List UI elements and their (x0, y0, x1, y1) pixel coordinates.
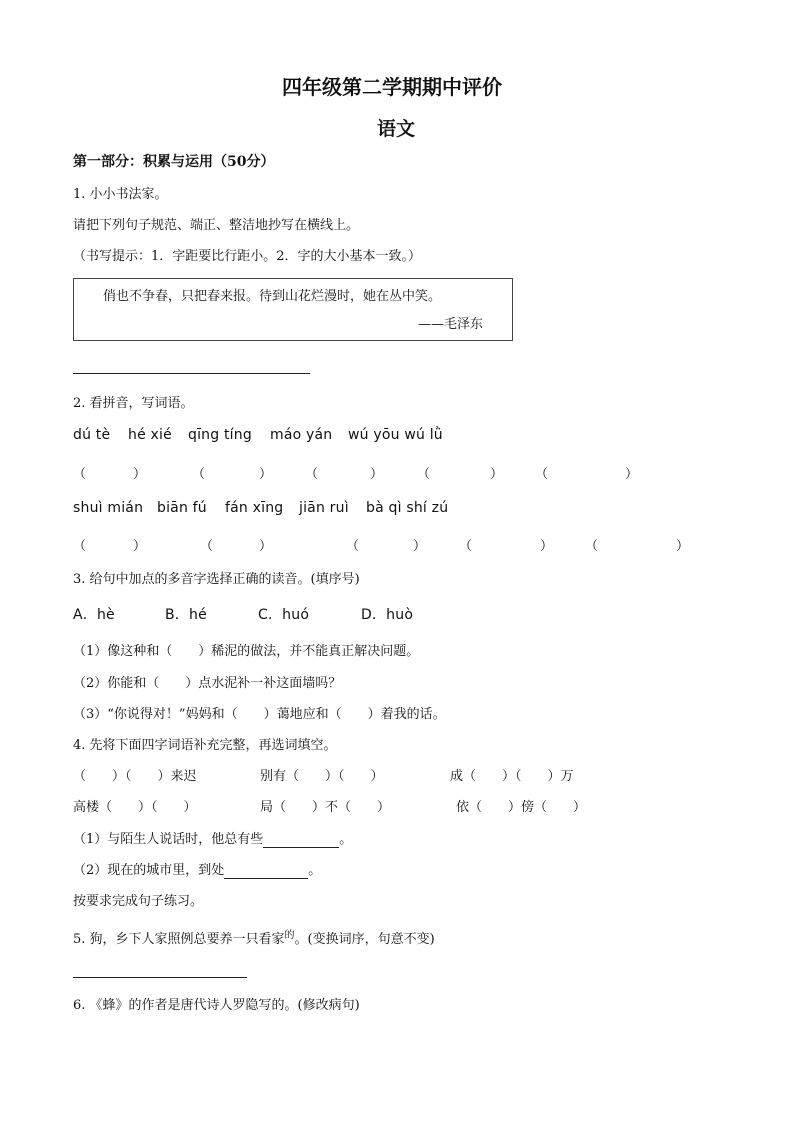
answer-paren-close: ） (625, 467, 639, 482)
answer-paren-open[interactable]: （ (305, 467, 319, 482)
quote-text: 俏也不争春，只把春来报。待到山花烂漫时，她在丛中笑。 (103, 289, 442, 304)
answer-paren-open[interactable]: （ (535, 467, 549, 482)
pinyin-7: biān fú (157, 500, 207, 516)
answer-paren-open[interactable]: （ (459, 539, 473, 554)
answer-paren-open[interactable]: （ (585, 539, 599, 554)
pinyin-2: hé xié (128, 427, 172, 443)
question-4-title: 4. 先将下面四字词语补充完整，再选词填空。 (73, 738, 337, 753)
option-c: C．huó (258, 607, 310, 623)
fill-2-suffix: 。 (308, 863, 322, 878)
answer-paren-close: ） (259, 467, 273, 482)
idiom-6: 依（ ）傍（ ） (456, 800, 587, 815)
answer-paren-close: ） (490, 467, 504, 482)
answer-paren-close: ） (133, 467, 147, 482)
pinyin-5: wú yōu wú lǜ (348, 427, 443, 443)
question-5-ruby: 的 (284, 930, 295, 941)
answer-paren-open[interactable]: （ (346, 539, 360, 554)
answer-paren-close: ） (413, 539, 427, 554)
fill-1-blank[interactable] (263, 832, 339, 848)
page-subtitle: 语文 (377, 118, 416, 140)
page-title: 四年级第二学期期中评价 (282, 75, 502, 99)
question-1-title: 1. 小小书法家。 (73, 187, 168, 202)
answer-paren-open[interactable]: （ (73, 539, 87, 554)
fill-sentence-1 (73, 828, 352, 848)
pinyin-10: bà qì shí zú (366, 500, 449, 516)
answer-paren-close: ） (676, 539, 690, 554)
fill-1-suffix: 。 (339, 832, 353, 847)
idiom-5: 局（ ）不（ ） (260, 800, 391, 815)
option-b: B．hé (165, 607, 207, 623)
question-3-item-1: （1）像这种和（ ）稀泥的做法，并不能真正解决问题。 (73, 644, 420, 659)
sentence-practice-heading: 按要求完成句子练习。 (73, 894, 204, 909)
idiom-4: 高楼（ ）（ ） (73, 800, 197, 815)
question-3-item-2: （2）你能和（ ）点水泥补一补这面墙吗？ (73, 676, 342, 691)
question-6: 6. 《蜂》的作者是唐代诗人罗隐写的。(修改病句) (73, 998, 360, 1013)
answer-paren-close: ） (259, 539, 273, 554)
quote-author: ——毛泽东 (418, 317, 484, 332)
question-3-title: 3. 给句中加点的多音字选择正确的读音。(填序号) (73, 572, 360, 587)
pinyin-3: qīng tíng (188, 427, 252, 443)
option-d: D．huò (361, 607, 414, 623)
answer-paren-close: ） (133, 539, 147, 554)
pinyin-1: dú tè (73, 427, 111, 443)
fill-2-blank[interactable] (224, 863, 308, 879)
option-a: A．hè (73, 607, 115, 623)
answer-paren-open[interactable]: （ (200, 539, 214, 554)
question-3-item-3: （3）“你说得对！”妈妈和（ ）蔼地应和（ ）着我的话。 (73, 707, 446, 722)
answer-paren-close: ） (540, 539, 554, 554)
fill-2-prefix: （2）现在的城市里，到处 (73, 863, 225, 878)
question-5-answer-line[interactable] (73, 977, 247, 978)
answer-paren-open[interactable]: （ (417, 467, 431, 482)
idiom-2: 别有（ ）（ ） (260, 769, 384, 784)
answer-paren-close: ） (370, 467, 384, 482)
pinyin-6: shuì mián (73, 500, 144, 516)
pinyin-8: fán xīng (225, 500, 284, 516)
pinyin-4: máo yán (270, 427, 333, 443)
section-heading: 第一部分：积累与运用（50分） (73, 154, 275, 170)
pinyin-9: jiān ruì (299, 500, 349, 516)
answer-paren-open[interactable]: （ (192, 467, 206, 482)
fill-1-prefix: （1）与陌生人说话时，他总有些 (73, 832, 264, 847)
question-5 (73, 928, 435, 947)
idiom-1: （ ）（ ）来迟 (73, 769, 197, 784)
answer-paren-open[interactable]: （ (73, 467, 87, 482)
question-1-tip: （书写提示：1．字距要比行距小。2．字的大小基本一致。） (73, 249, 422, 264)
question-5-tail: 。(变换词序，句意不变) (294, 932, 435, 947)
question-5-text: 5. 狗，乡下人家照例总要养一只看家 (73, 932, 285, 947)
question-1-instruction: 请把下列句子规范、端正、整洁地抄写在横线上。 (73, 218, 360, 233)
fill-sentence-2 (73, 859, 321, 879)
question-2-title: 2. 看拼音，写词语。 (73, 396, 194, 411)
copy-answer-line[interactable] (73, 373, 310, 374)
idiom-3: 成（ ）（ ）万 (450, 769, 574, 784)
